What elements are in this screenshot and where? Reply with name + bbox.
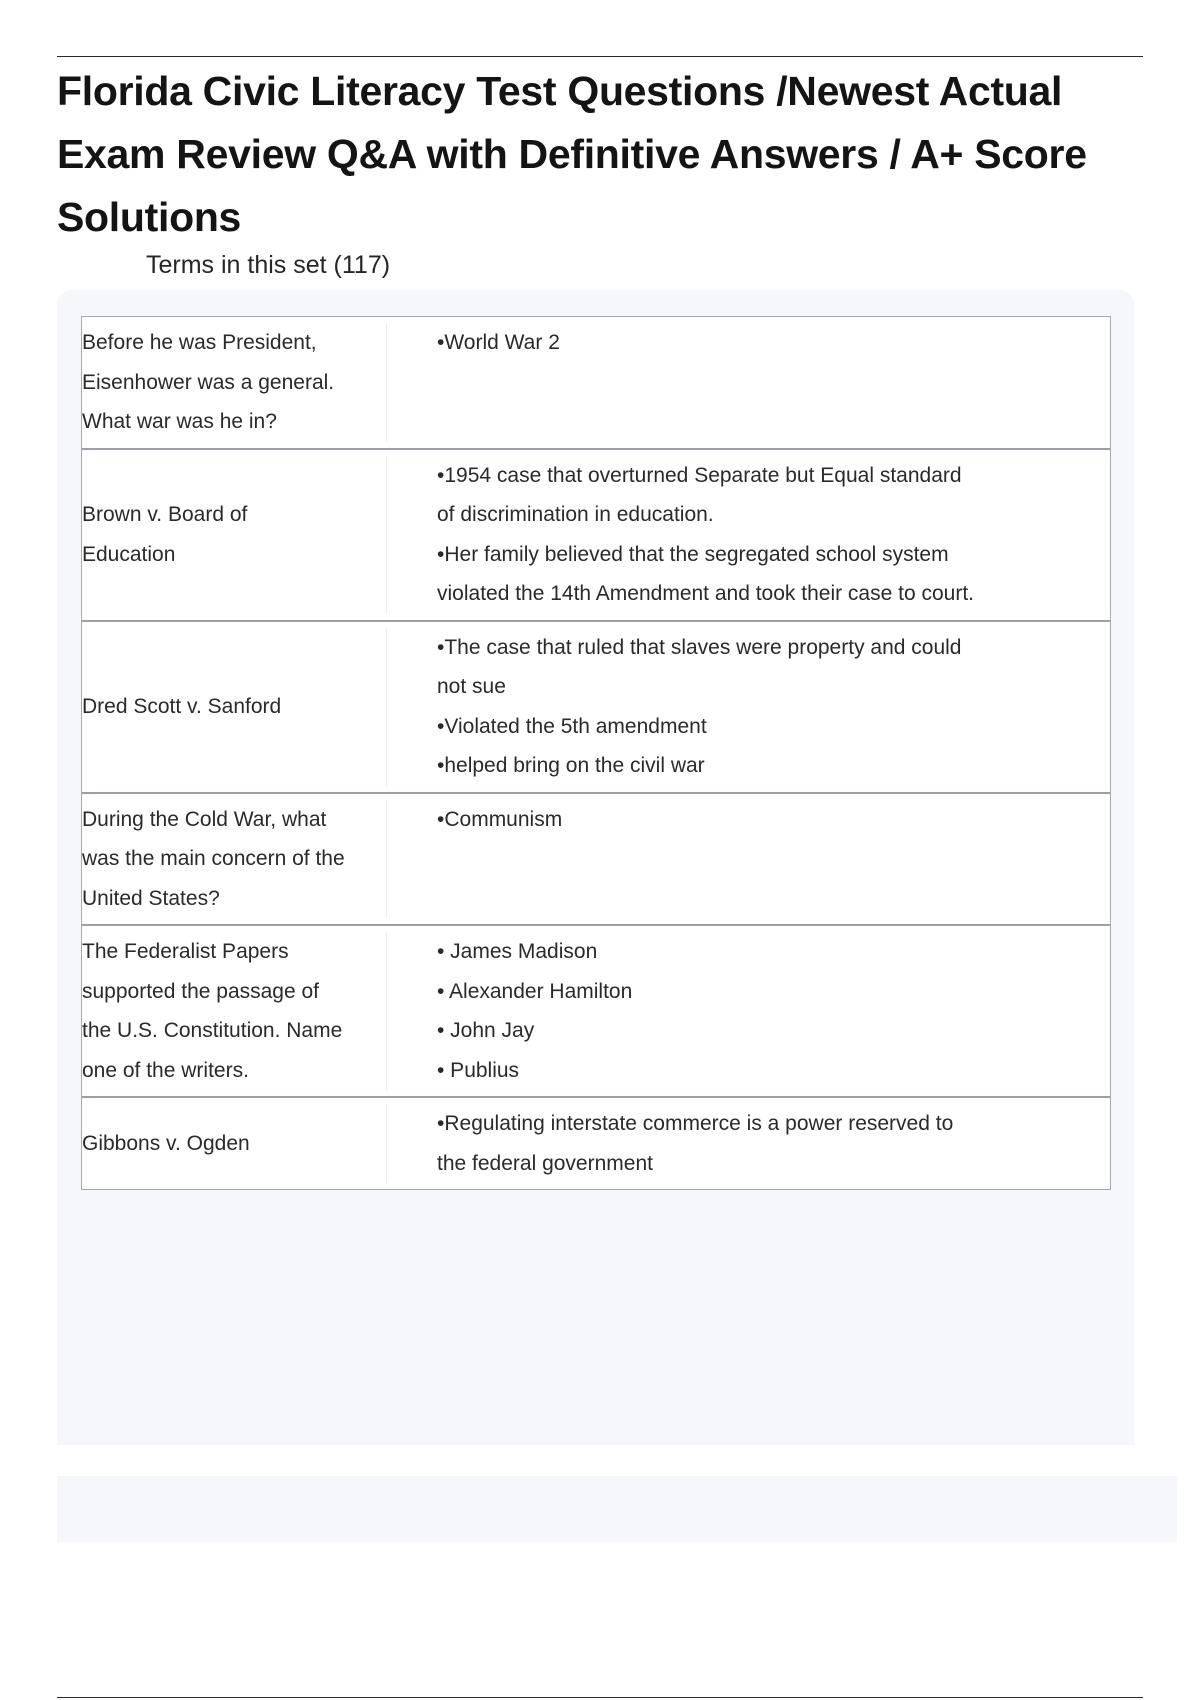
card-definition-line: •1954 case that overturned Separate but Equal standard of discrimination in education. [437, 463, 962, 526]
card-term: Gibbons v. Ogden [82, 1131, 250, 1155]
card-definition-cell [387, 926, 1110, 1096]
card-term-cell [82, 456, 387, 614]
card-definition-line: •helped bring on the civil war [437, 754, 705, 777]
terms-count-label: Terms in this set (117) [146, 251, 391, 279]
card-definition-cell [387, 794, 1110, 925]
card-term: Dred Scott v. Sanford [82, 694, 282, 718]
card-term-cell [82, 932, 387, 1090]
card-definition-line: •Her family believed that the segregated school system violated the 14th Amendment and took their case to court. [437, 542, 974, 605]
card-term: Before he was President, Eisenhower was a general. What war was he in? [82, 331, 335, 433]
card-term-cell [82, 323, 387, 442]
card-row-eisenhower [82, 317, 1110, 450]
card-definition-line: •Regulating interstate commerce is a power reserved to the federal government [437, 1112, 954, 1175]
card-term: Brown v. Board of Education [82, 503, 248, 566]
card-row-brown-v-board [82, 450, 1110, 622]
card-definition-line: •The case that ruled that slaves were property and could not sue [437, 635, 962, 698]
card-definition-line: • Publius [437, 1058, 520, 1082]
card-definition-cell [387, 1098, 1110, 1189]
card-definition-cell [387, 622, 1110, 792]
card-row-cold-war [82, 794, 1110, 927]
footer-strip [57, 1476, 1177, 1542]
card-term-cell [82, 1104, 387, 1183]
card-definition-line: •World War 2 [437, 331, 560, 354]
card-definition-line: •Communism [437, 807, 563, 831]
bottom-divider [57, 1697, 1143, 1698]
flashcard-table [81, 316, 1111, 1190]
card-definition-line: • James Madison [437, 940, 598, 963]
card-term-cell [82, 800, 387, 919]
card-definition-cell [387, 450, 1110, 620]
card-term-cell [82, 628, 387, 786]
card-term: The Federalist Papers supported the passage of the U.S. Constitution. Name one of the writers. [82, 940, 343, 1082]
card-definition-cell [387, 317, 1110, 448]
card-definition-line: • John Jay [437, 1019, 535, 1042]
card-term: During the Cold War, what was the main concern of the United States? [82, 807, 345, 910]
card-definition-line: • Alexander Hamilton [437, 979, 633, 1003]
card-row-gibbons-v-ogden [82, 1098, 1110, 1189]
document-title: Florida Civic Literacy Test Questions /Newest Actual Exam Review Q&A with Definitive Answers / A+ Score Solutions [57, 68, 1087, 240]
top-divider [57, 56, 1143, 57]
card-row-federalist-papers [82, 926, 1110, 1098]
card-row-dred-scott [82, 622, 1110, 794]
card-definition-line: •Violated the 5th amendment [437, 714, 707, 738]
